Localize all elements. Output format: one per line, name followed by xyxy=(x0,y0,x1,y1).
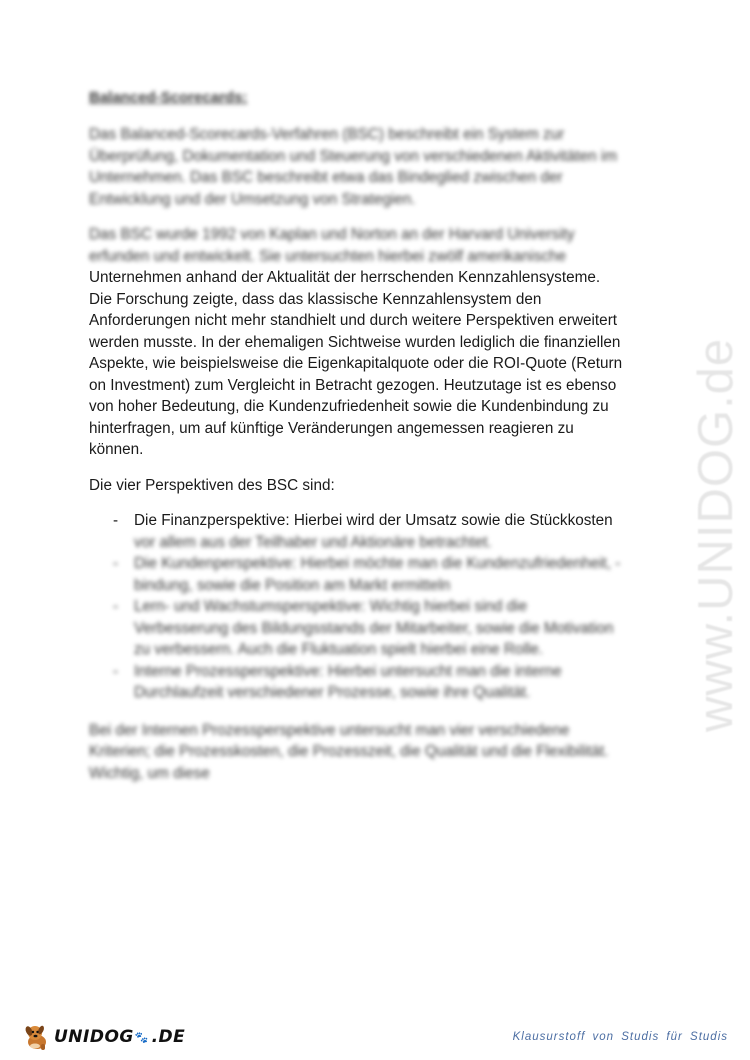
text-line: Durchlaufzeit verschiedener Prozesse, sowie ihre Qualität. xyxy=(134,684,531,701)
text-line: Überprüfung, Dokumentation und Steuerung von verschiedenen Aktivitäten im xyxy=(89,147,618,165)
text-line: hinterfragen, um auf künftige Veränderungen angemessen reagieren zu xyxy=(89,419,574,437)
dog-mascot-icon xyxy=(22,1022,52,1052)
text-line: Bei der Internen Prozessperspektive untersucht man vier verschiedene xyxy=(89,721,570,739)
watermark-text: www.UNIDOG.de xyxy=(689,337,743,732)
paragraph-perspectives-intro: Die vier Perspektiven des BSC sind: xyxy=(89,476,335,494)
text-line: Wichtig, um diese xyxy=(89,764,210,782)
list-item xyxy=(89,510,669,553)
paragraph-internal-process xyxy=(89,720,669,785)
logo-text-left: UNIDOG xyxy=(54,1027,134,1047)
paw-icon: 🐾 xyxy=(134,1031,149,1044)
text-line: Lern- und Wachstumsperspektive: Wichtig hierbei sind die xyxy=(134,598,528,615)
list-item-text-blurred: vor allem aus der Teilhaber und Aktionäre betrachtet. xyxy=(134,533,492,551)
text-line: Verbesserung des Bildungsstands der Mitarbeiter, sowie die Motivation xyxy=(134,619,614,637)
footer-tagline: Klausurstoff von Studis für Studis xyxy=(512,1031,728,1043)
text-line: Unternehmen. Das BSC beschreibt etwa das Bindeglied zwischen der xyxy=(89,169,563,186)
paragraph-intro xyxy=(89,124,669,210)
document-body xyxy=(89,88,669,798)
text-line: Kriterien; die Prozesskosten, die Prozesszeit, die Qualität und die Flexibilität. xyxy=(89,743,609,760)
list-item xyxy=(89,661,669,704)
unidog-logo[interactable] xyxy=(22,1020,185,1054)
logo-text-right: .DE xyxy=(151,1027,186,1047)
text-line: erfunden und entwickelt. Sie untersuchten hierbei zwölf amerikanische xyxy=(89,247,567,265)
text-line: Unternehmen anhand der Aktualität der herrschenden Kennzahlensysteme. xyxy=(89,269,601,286)
text-line: zu verbessern. Auch die Fluktuation spielt hierbei eine Rolle. xyxy=(134,641,543,658)
document-heading: Balanced-Scorecards: xyxy=(89,89,248,106)
text-line: Interne Prozessperspektive: Hierbei untersucht man die interne xyxy=(134,662,562,680)
list-item-text: Die Finanzperspektive: Hierbei wird der Umsatz sowie die Stückkosten xyxy=(134,512,613,529)
text-line: können. xyxy=(89,441,144,458)
text-line: Anforderungen nicht mehr standhielt und durch weitere Perspektiven erweitert xyxy=(89,312,618,329)
text-line: werden musste. In der ehemaligen Sichtweise wurden lediglich die finanziellen xyxy=(89,333,621,351)
list-dash: - xyxy=(113,555,119,572)
list-dash: - xyxy=(113,512,119,529)
list-item xyxy=(89,553,669,596)
text-line: Das BSC wurde 1992 von Kaplan und Norton an der Harvard University xyxy=(89,226,575,243)
text-line: on Investment) zum Vergleicht in Betracht gezogen. Heutzutage ist es ebenso xyxy=(89,376,617,394)
text-line: Aspekte, wie beispielsweise die Eigenkapitalquote oder die ROI-Quote (Return xyxy=(89,355,623,372)
list-dash: - xyxy=(113,662,119,680)
list-dash: - xyxy=(113,598,119,615)
text-line: von hoher Bedeutung, die Kundenzufriedenheit sowie die Kundenbindung zu xyxy=(89,398,609,415)
paragraph-history-blurred xyxy=(89,224,669,267)
paragraph-history xyxy=(89,224,669,461)
text-line: Entwicklung und der Umsetzung von Strategien. xyxy=(89,190,416,208)
text-line: Das Balanced-Scorecards-Verfahren (BSC) beschreibt ein System zur xyxy=(89,126,565,143)
list-item xyxy=(89,596,669,661)
text-line: bindung, sowie die Position am Markt ermitteln xyxy=(134,576,451,594)
perspectives-list xyxy=(89,510,669,704)
text-line: Die Kundenperspektive: Hierbei möchte man die Kundenzufriedenheit, - xyxy=(134,555,621,572)
paragraph-history-clear xyxy=(89,267,669,461)
text-line: Die Forschung zeigte, dass das klassische Kennzahlensystem den xyxy=(89,290,542,308)
